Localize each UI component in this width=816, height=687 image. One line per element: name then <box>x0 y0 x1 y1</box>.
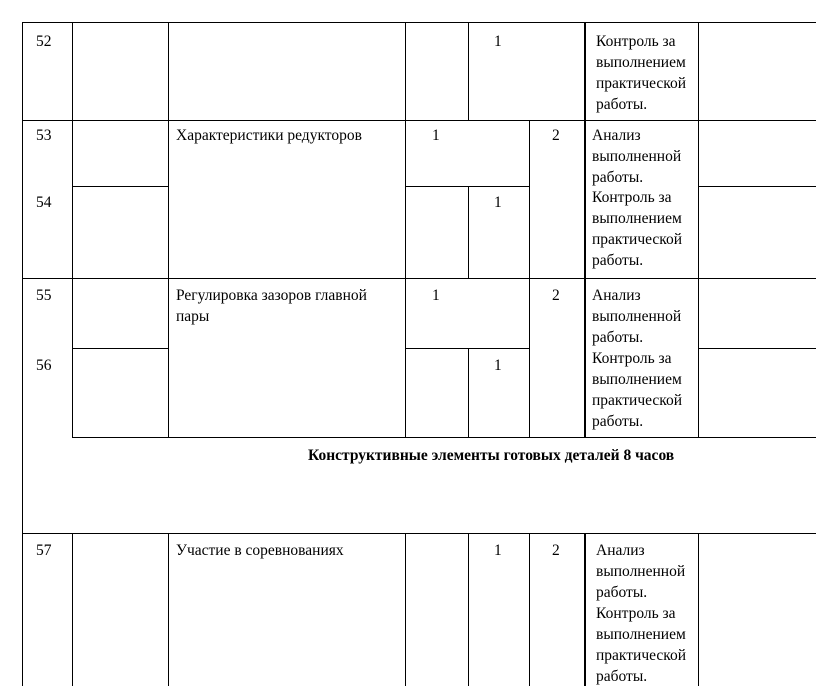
grid-line <box>698 533 699 686</box>
grid-line <box>405 348 529 349</box>
grid-line-top <box>22 22 816 23</box>
row-number: 57 <box>36 542 52 559</box>
grid-line <box>168 22 169 437</box>
row-number: 55 <box>36 287 52 304</box>
row-number: 56 <box>36 357 52 374</box>
grid-line <box>529 533 530 686</box>
grid-line <box>468 186 469 278</box>
grid-line <box>468 348 469 437</box>
grid-line <box>468 22 469 120</box>
grid-line <box>405 533 406 686</box>
practice-hours: 1 <box>494 357 502 374</box>
theory-hours: 1 <box>432 127 440 144</box>
grid-line <box>72 22 73 437</box>
grid-line <box>405 22 406 437</box>
grid-line <box>698 186 816 187</box>
grid-line <box>22 278 816 279</box>
row-number: 54 <box>36 194 52 211</box>
grid-line <box>698 22 699 437</box>
lesson-topic: Характеристики редукторов <box>176 127 362 144</box>
theory-hours: 1 <box>432 287 440 304</box>
grid-line <box>72 348 168 349</box>
grid-line <box>22 533 816 534</box>
grid-line <box>698 348 816 349</box>
grid-line <box>168 533 169 686</box>
grid-line <box>72 437 816 438</box>
grid-line-left <box>22 22 23 686</box>
section-heading: Конструктивные элементы готовых деталей 8 часов <box>308 447 675 464</box>
grid-line <box>584 533 586 686</box>
document-page: 52 1 Контроль за выполнением практической работы. 53 Характеристики редукторов 1 2 Анализ выполненной работы. 54 1 Контроль за выполнением практической работы. 55 Регулировка зазоров главной пары 1 2 Анализ выполненной работы. 56 1 Контроль за выполнением практической работы. Конструктивные элементы готовых деталей 8 часов 57 Участие в соревнованиях 1 2 Анализ выполненной работы. Контроль за выполнением практической работы. <box>0 0 816 686</box>
grid-line <box>529 120 530 437</box>
grid-line <box>405 186 529 187</box>
grid-line <box>72 186 168 187</box>
practice-hours: 1 <box>494 542 502 559</box>
grid-line <box>72 533 73 686</box>
grid-line <box>584 22 586 437</box>
row-number: 52 <box>36 33 52 50</box>
self-study-hours: 2 <box>552 287 560 304</box>
grid-line <box>22 120 816 121</box>
self-study-hours: 2 <box>552 127 560 144</box>
practice-hours: 1 <box>494 33 502 50</box>
row-number: 53 <box>36 127 52 144</box>
self-study-hours: 2 <box>552 542 560 559</box>
practice-hours: 1 <box>494 194 502 211</box>
lesson-topic: Участие в соревнованиях <box>176 542 344 559</box>
grid-line <box>468 533 469 686</box>
